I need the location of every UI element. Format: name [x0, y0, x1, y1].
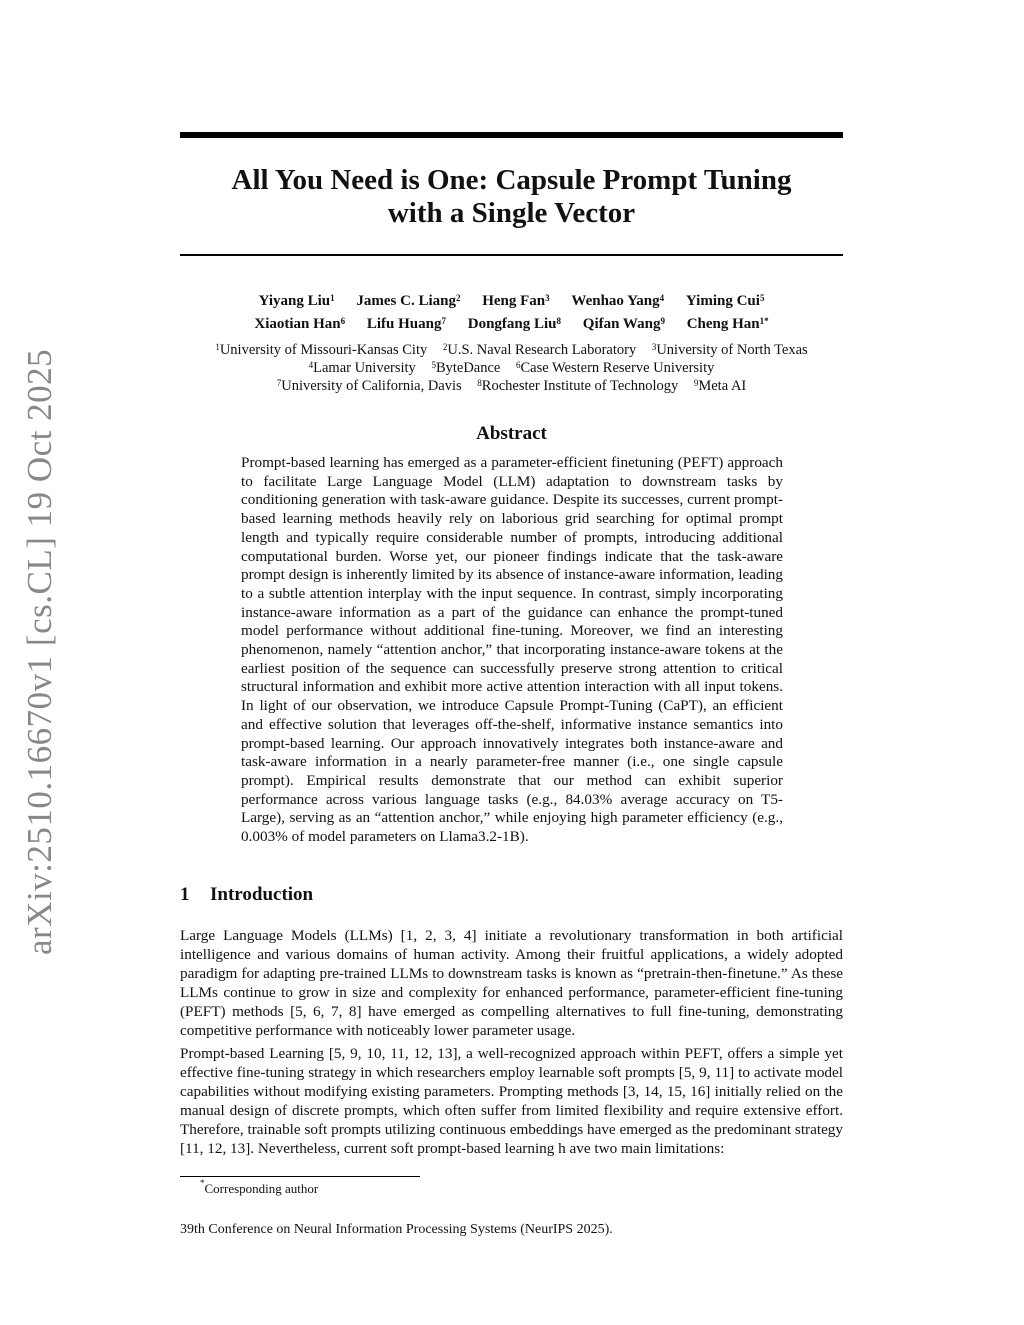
title-line-1: All You Need is One: Capsule Prompt Tuning: [231, 164, 792, 196]
title-bottom-rule: [180, 254, 843, 256]
author: Xiaotian Han$^6$: [254, 316, 346, 332]
author: Qifan Wang$^9$: [582, 316, 665, 332]
affiliation: $^1$University of Missouri-Kansas City: [215, 342, 428, 358]
author-list: [180, 290, 843, 336]
author: Wenhao Yang$^4$: [571, 293, 665, 309]
author: Heng Fan$^3$: [482, 293, 550, 309]
intro-paragraph-1: Large Language Models (LLMs) [1, 2, 3, 4] initiate a revolutionary transformation in both artificial intelligence and various domains of human activity. Among their fruitful applications, a widely adopted paradigm for adapting pre-trained LLMs to downstream tasks is known as “pretrain-then-finetune.” As these LLMs continue to grow in size and complexity for enhanced performance, parameter-efficient fine-tuning (PEFT) methods [5, 6, 7, 8] have emerged as compelling alternatives to full fine-tuning, demonstrating competitive performance with noticeably lower parameter usage.: [180, 927, 843, 1039]
footnote: [200, 1178, 319, 1197]
footnote-rule: [180, 1176, 420, 1177]
abstract-heading: Abstract: [476, 423, 547, 444]
author-row-2: [180, 313, 843, 336]
affiliation-row-1: [180, 341, 843, 359]
affiliation: $^6$Case Western Reserve University: [515, 360, 715, 376]
affiliation: $^7$University of California, Davis: [276, 378, 462, 394]
section-heading: [180, 884, 313, 906]
abstract-text: Prompt-based learning has emerged as a parameter-efficient finetuning (PEFT) approach to facilitate Large Language Model (LLM) adaptation to downstream tasks by conditioning generation with task-aware guidance. Despite its successes, current prompt-based learning methods heavily rely on laborious grid searching for optimal prompt length and typically require considerable number of prompts, introducing additional computational burden. Worse yet, our pioneer findings indicate that the task-aware prompt design is inherently limited by its absence of instance-aware information, leading to a subtle attention interplay with the input sequence. In contrast, simply incorporating instance-aware information as a part of the guidance can enhance the prompt-tuned model performance without additional fine-tuning. Moreover, we find an interesting phenomenon, namely “attention anchor,” that incorporating instance-aware tokens at the earliest position of the sequence can successfully preserve strong attention to critical structural information and exhibit more active attention interaction with all input tokens. In light of our observation, we introduce Capsule Prompt-Tuning (CaPT), an efficient and effective solution that leverages off-the-shelf, informative instance semantics into prompt-based learning. Our approach innovatively integrates both instance-aware and task-aware information in a nearly parameter-free manner (i.e., one single capsule prompt). Empirical results demonstrate that our method can exhibit superior performance across various language tasks (e.g., 84.03% average accuracy on T5-Large), serving as an “attention anchor,” while enjoying high parameter efficiency (e.g., 0.003% of model parameters on Llama3.2-1B).: [241, 454, 783, 846]
arxiv-stamp: arXiv:2510.16670v1 [cs.CL] 19 Oct 2025: [20, 348, 59, 955]
title-line-2: with a Single Vector: [387, 197, 636, 229]
affiliation: $^4$Lamar University: [308, 360, 416, 376]
title-top-rule: [180, 132, 843, 138]
affiliation: $^9$Meta AI: [693, 378, 747, 394]
affiliation-row-2: [180, 359, 843, 377]
affiliation: $^8$Rochester Institute of Technology: [477, 378, 679, 394]
author: James C. Liang$^2$: [356, 293, 461, 309]
author-row-1: [180, 290, 843, 313]
author: Yiming Cui$^5$: [685, 293, 765, 309]
paper-title: [180, 164, 843, 230]
affiliation-row-3: [180, 377, 843, 395]
footnote-text: Corresponding author: [204, 1181, 319, 1196]
section-title: Introduction: [210, 884, 314, 905]
affiliation: $^3$University of North Texas: [651, 342, 808, 358]
author: Yiyang Liu$^1$: [258, 293, 335, 309]
affiliation-list: [180, 341, 843, 395]
conference-footer: 39th Conference on Neural Information Processing Systems (NeurIPS 2025).: [180, 1222, 613, 1237]
author: Dongfang Liu$^8$: [467, 316, 562, 332]
author: Cheng Han$^{1*}$: [686, 316, 769, 332]
footnote-mark: *: [200, 1178, 205, 1188]
affiliation: $^2$U.S. Naval Research Laboratory: [442, 342, 637, 358]
affiliation: $^5$ByteDance: [431, 360, 501, 376]
intro-paragraph-2: Prompt-based Learning [5, 9, 10, 11, 12, 13], a well-recognized approach within PEFT, offers a simple yet effective fine-tuning strategy in which researchers employ learnable soft prompts [5, 9, 11] to activate model capabilities without modifying existing parameters. Prompting methods [3, 14, 15, 16] initially relied on the manual design of discrete prompts, which often suffer from limited flexibility and require extensive effort. Therefore, trainable soft prompts utilizing continuous embeddings have emerged as the predominant strategy [11, 12, 13]. Nevertheless, current soft prompt-based learning h ave two main limitations:: [180, 1045, 843, 1157]
author: Lifu Huang$^7$: [366, 316, 446, 332]
section-number: 1: [180, 884, 190, 905]
